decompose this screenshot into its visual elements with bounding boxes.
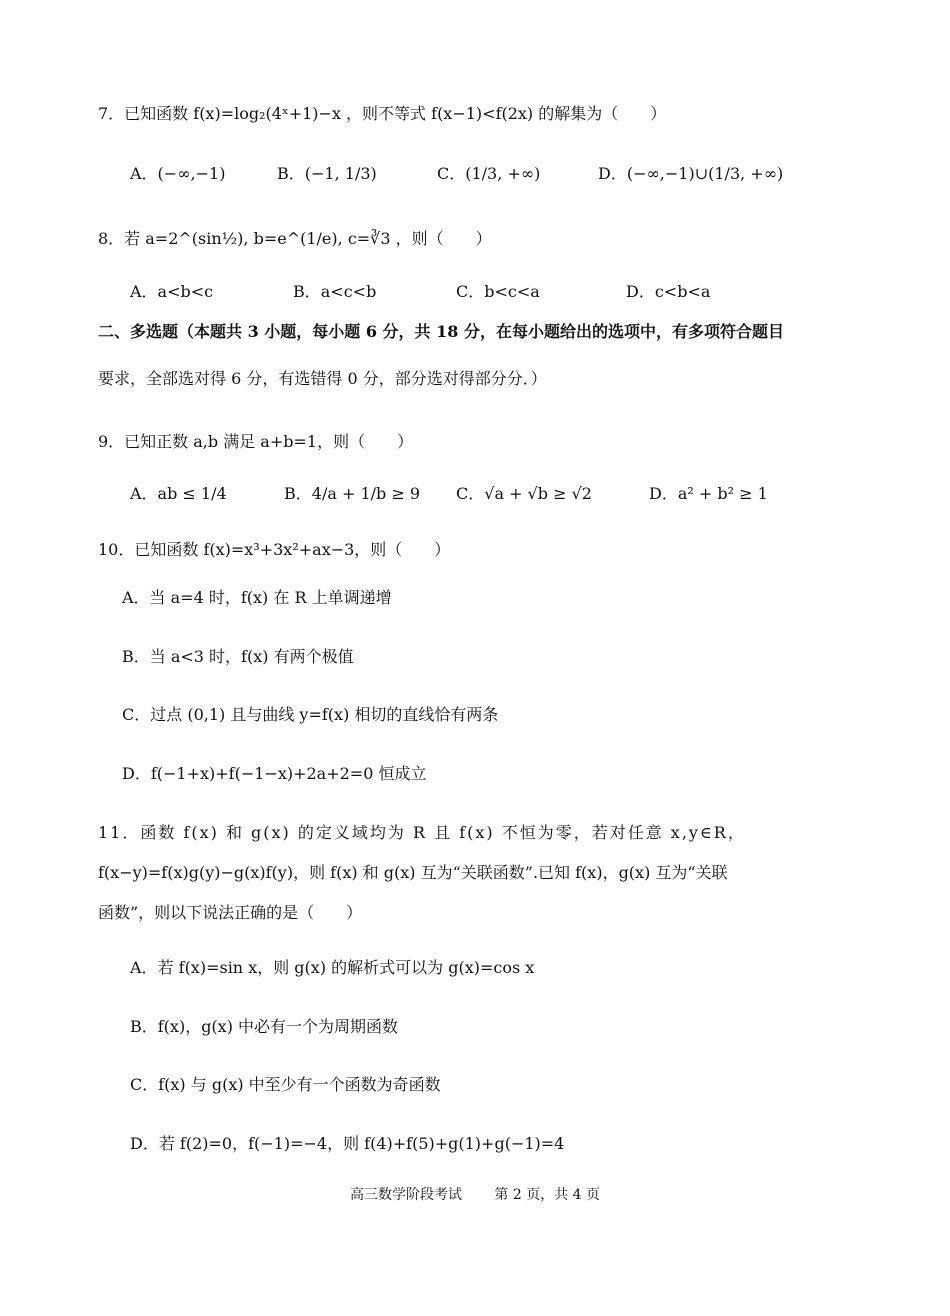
q9-option-d: D．a² + b² ≥ 1 (649, 484, 768, 503)
q8-option-a: A．a<b<c (130, 282, 214, 301)
q7-option-d: D．(−∞,−1)∪(1/3, +∞) (598, 164, 784, 183)
footer-page-number: 第 2 页，共 4 页 (494, 1187, 601, 1203)
page-footer (0, 1184, 950, 1204)
question-10-stem: 10．已知函数 f(x)=x³+3x²+ax−3，则（ ） (98, 540, 451, 559)
q10-option-b: B．当 a<3 时，f(x) 有两个极值 (122, 647, 354, 666)
q10-option-c: C．过点 (0,1) 且与曲线 y=f(x) 相切的直线恰有两条 (122, 705, 499, 724)
q9-option-a: A．ab ≤ 1/4 (130, 484, 227, 503)
question-11-stem-line2: f(x−y)=f(x)g(y)−g(x)f(y)，则 f(x) 和 g(x) 互为“关联函数”.已知 f(x)，g(x) 互为“关联 (98, 863, 728, 882)
question-8-stem: 8．若 a=2^(sin½), b=e^(1/e), c=∛3 ，则（ ） (98, 229, 492, 248)
question-9-stem: 9．已知正数 a,b 满足 a+b=1，则（ ） (98, 432, 414, 451)
q8-option-d: D．c<b<a (626, 282, 711, 301)
q11-option-d: D．若 f(2)=0，f(−1)=−4，则 f(4)+f(5)+g(1)+g(−1)=4 (130, 1134, 565, 1153)
question-11-stem-line1: 11．函数 f(x) 和 g(x) 的定义域均为 R 且 f(x) 不恒为零，若对任意 x,y∈R， (98, 823, 746, 842)
q7-option-c: C．(1/3, +∞) (437, 164, 541, 183)
q10-option-a: A．当 a=4 时，f(x) 在 R 上单调递增 (122, 588, 392, 607)
q7-option-a: A．(−∞,−1) (130, 164, 226, 183)
question-11-stem-line3: 函数”，则以下说法正确的是（ ） (98, 903, 363, 922)
q9-option-c: C．√a + √b ≥ √2 (456, 484, 592, 503)
q7-option-b: B．(−1, 1/3) (277, 164, 377, 183)
footer-exam-title: 高三数学阶段考试 (349, 1187, 462, 1203)
q10-option-d: D．f(−1+x)+f(−1−x)+2a+2=0 恒成立 (122, 764, 427, 783)
q11-option-b: B．f(x)，g(x) 中必有一个为周期函数 (130, 1017, 399, 1036)
section-multi-choice-heading: 二、多选题（本题共 3 小题，每小题 6 分，共 18 分，在每小题给出的选项中，有多项符合题目 (98, 322, 784, 341)
q8-option-c: C．b<c<a (456, 282, 540, 301)
q11-option-c: C．f(x) 与 g(x) 中至少有一个函数为奇函数 (130, 1075, 441, 1094)
question-7-stem: 7．已知函数 f(x)=log₂(4ˣ+1)−x ，则不等式 f(x−1)<f(2x) 的解集为（ ） (98, 104, 667, 123)
q11-option-a: A．若 f(x)=sin x，则 g(x) 的解析式可以为 g(x)=cos x (130, 958, 535, 977)
section-multi-choice-instructions: 要求，全部选对得 6 分，有选错得 0 分，部分选对得部分分．） (98, 369, 547, 388)
q8-option-b: B．a<c<b (293, 282, 377, 301)
q9-option-b: B．4/a + 1/b ≥ 9 (284, 484, 421, 503)
